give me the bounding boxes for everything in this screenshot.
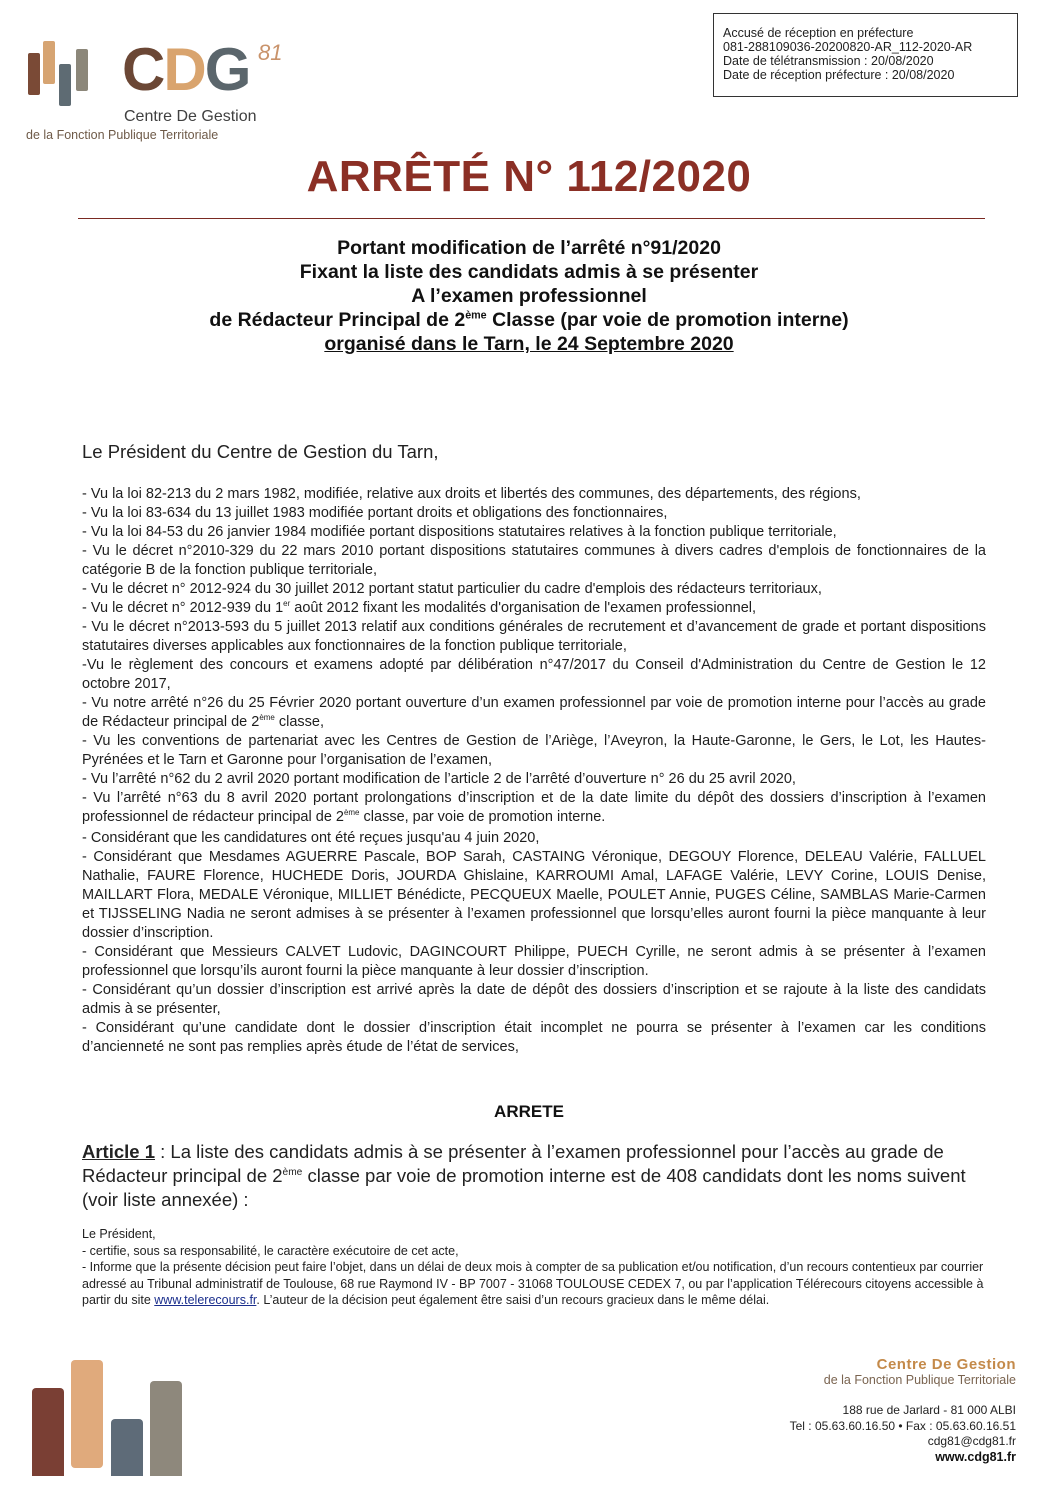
considerant-item: - Considérant que Mesdames AGUERRE Pascale, BOP Sarah, CASTAING Véronique, DEGOUY Florence, DELEAU Valérie, FALLUEL Nathalie, FAURE Florence, HUCHEDE Doris, JOURDA Ghislaine, KARROUMI Amal, LAFAGE Valérie, LEVY Corine, LOUIS Denise, MAILLART Flora, MEDALE Véronique, MILLIET Bénédicte, PECQUEUX Maelle, POULET Annie, PUGES Céline, SAMBLAS Marie-Carmen et TIJSSELING Nadia ne seront admises à se présenter à l’examen professionnel que lorsqu’elles auront fourni la pièce manquante à leur dossier d’inscription. bbox=[82, 849, 986, 941]
document-body bbox=[82, 485, 986, 1057]
article-label: Article 1 bbox=[82, 1141, 156, 1162]
cdg81-logo bbox=[26, 36, 286, 146]
document-subtitle bbox=[0, 236, 1058, 356]
visa-item: - Vu l’arrêté n°62 du 2 avril 2020 portant modification de l’article 2 de l’arrêté d’ouverture n° 26 du 25 avril 2020, bbox=[82, 771, 796, 787]
contact-org-name: Centre De Gestion bbox=[876, 1356, 1016, 1373]
subtitle-line: A l’examen professionnel bbox=[411, 285, 647, 307]
contact-address: 188 rue de Jarlard - 81 000 ALBI bbox=[842, 1403, 1016, 1417]
considerant-item: - Considérant qu’une candidate dont le dossier d’inscription était incomplet ne pourra se présenter à l’examen car les conditions d’ancienneté ne sont pas remplies après étude de l’état de services, bbox=[82, 1020, 986, 1055]
logo-bar-1 bbox=[28, 53, 40, 95]
subtitle-line: Portant modification de l’arrêté n°91/2020 bbox=[337, 237, 721, 259]
visa-item: - Vu le décret n° 2012-939 du 1er août 2012 fixant les modalités d'organisation de l'examen professionnel, bbox=[82, 599, 757, 616]
contact-phone: Tel : 05.63.60.16.50 • Fax : 05.63.60.16.51 bbox=[789, 1418, 1016, 1433]
footer-bar-1 bbox=[32, 1388, 64, 1476]
receipt-transmission-date: Date de télétransmission : 20/08/2020 bbox=[723, 54, 934, 68]
receipt-reception-date: Date de réception préfecture : 20/08/2020 bbox=[723, 68, 955, 82]
visa-item: - Vu le décret n°2013-593 du 5 juillet 2013 relatif aux conditions générales de recrutement et d’avancement de grade et portant dispositions statutaires diverses applicables aux fonctionnaires de la fonction publique territoriale, bbox=[82, 619, 986, 654]
visa-item: - Vu la loi 82-213 du 2 mars 1982, modifiée, relative aux droits et libertés des communes, des départements, des régions, bbox=[82, 486, 861, 502]
article-1: Article 1 : La liste des candidats admis à se présenter à l’examen professionnel pour l’accès au grade de Rédacteur principal de 2ème classe par voie de promotion interne est de 408 candidats dont les noms suivent (voir liste annexée) : bbox=[82, 1141, 966, 1210]
visa-item: - Vu l’arrêté n°63 du 8 avril 2020 portant prolongations d’inscription et de la date limite du dépôt des dossiers d’inscription à l’examen professionnel de rédacteur principal de 2ème classe, par voie de promotion interne. bbox=[82, 790, 986, 825]
visa-item: - Vu les conventions de partenariat avec les Centres de Gestion de l’Ariège, l’Aveyron, la Haute-Garonne, le Gers, le Lot, les Hautes-Pyrénées et le Tarn et Garonne pour l’organisation de l’examen, bbox=[82, 733, 986, 768]
considerant-item: - Considérant que Messieurs CALVET Ludovic, DAGINCOURT Philippe, PUECH Cyrille, ne seront admis à se présenter à l’examen professionnel que lorsqu’ils auront fourni la pièce manquante à leur dossier d’inscription. bbox=[82, 944, 986, 979]
contact-org-subtitle: de la Fonction Publique Territoriale bbox=[823, 1373, 1016, 1387]
president-intro: Le Président du Centre de Gestion du Tarn, bbox=[82, 441, 439, 462]
considerant-item: - Considérant que les candidatures ont été reçues jusqu'au 4 juin 2020, bbox=[82, 830, 540, 846]
visa-item: - Vu la loi 83-634 du 13 juillet 1983 modifiée portant droits et obligations des fonctionnaires, bbox=[82, 505, 668, 521]
footer-contact bbox=[790, 1356, 1016, 1465]
logo-letters: CDG bbox=[122, 36, 250, 103]
footer-bar-4 bbox=[150, 1381, 182, 1476]
logo-bar-3 bbox=[59, 64, 71, 106]
notice-line: Le Président, bbox=[82, 1227, 156, 1241]
visa-item: - Vu le décret n°2010-329 du 22 mars 2010 portant dispositions statutaires communes à divers cadres d'emplois de fonctionnaires de la catégorie B de la fonction publique territoriale, bbox=[82, 543, 986, 578]
footer-logo-bars bbox=[0, 1350, 200, 1496]
logo-org-name: Centre De Gestion bbox=[124, 108, 257, 125]
visa-item: -Vu le règlement des concours et examens adopté par délibération n°47/2017 du Conseil d'Administration du Centre de Gestion le 12 octobre 2017, bbox=[82, 657, 986, 692]
subtitle-line: Fixant la liste des candidats admis à se présenter bbox=[299, 261, 759, 283]
telerecours-link[interactable]: www.telerecours.fr bbox=[154, 1293, 257, 1308]
visa-item: - Vu notre arrêté n°26 du 25 Février 2020 portant ouverture d’un examen professionnel par voie de promotion interne pour l’accès au grade de Rédacteur principal de 2ème classe, bbox=[82, 695, 986, 730]
arrete-heading: ARRETE bbox=[494, 1102, 564, 1121]
receipt-reference: 081-288109036-20200820-AR_112-2020-AR bbox=[723, 40, 973, 54]
contact-website[interactable]: www.cdg81.fr bbox=[935, 1449, 1016, 1464]
notice-line: - certifie, sous sa responsabilité, le caractère exécutoire de cet acte, bbox=[82, 1243, 459, 1258]
footer-bar-3 bbox=[111, 1419, 143, 1476]
footer-bar-2 bbox=[71, 1360, 103, 1468]
subtitle-line: organisé dans le Tarn, le 24 Septembre 2020 bbox=[324, 333, 734, 355]
considerant-item: - Considérant qu’un dossier d’inscription est arrivé après la date de dépôt des dossiers d’inscription et se rajoute à la liste des candidats admis à se présenter, bbox=[82, 982, 986, 1017]
receipt-line: Accusé de réception en préfecture bbox=[723, 26, 914, 40]
contact-email[interactable]: cdg81@cdg81.fr bbox=[927, 1434, 1016, 1448]
subtitle-line: de Rédacteur Principal de 2ème Classe (par voie de promotion interne) bbox=[209, 309, 849, 331]
logo-bar-2 bbox=[43, 41, 55, 84]
prefecture-receipt-box bbox=[713, 13, 1018, 97]
visa-item: - Vu le décret n° 2012-924 du 30 juillet 2012 portant statut particulier du cadre d'emplois des rédacteurs territoriaux, bbox=[82, 581, 822, 597]
logo-bar-4 bbox=[76, 49, 88, 91]
visa-item: - Vu la loi 84-53 du 26 janvier 1984 modifiée portant dispositions statutaires relatives à la fonction publique territoriale, bbox=[82, 524, 837, 540]
contact-details bbox=[790, 1403, 1016, 1465]
document-title: ARRÊTÉ N° 112/2020 bbox=[306, 152, 752, 201]
legal-notice bbox=[82, 1226, 986, 1309]
logo-org-subtitle: de la Fonction Publique Territoriale bbox=[26, 128, 219, 142]
title-divider bbox=[78, 218, 985, 219]
notice-line: - Informe que la présente décision peut faire l’objet, dans un délai de deux mois à compter de sa publication et/ou notification, d’un recours contentieux par courrier adressé au Tribunal administratif de Toulouse, 68 rue Raymond IV - BP 7007 - 31068 TOULOUSE CEDEX 7, ou par l’application Télérecours citoyens accessible à partir du site www.telerecours.fr. L’auteur de la décision peut également être saisi d’un recours gracieux dans le même délai. bbox=[82, 1260, 984, 1308]
logo-superscript: 81 bbox=[258, 40, 283, 65]
